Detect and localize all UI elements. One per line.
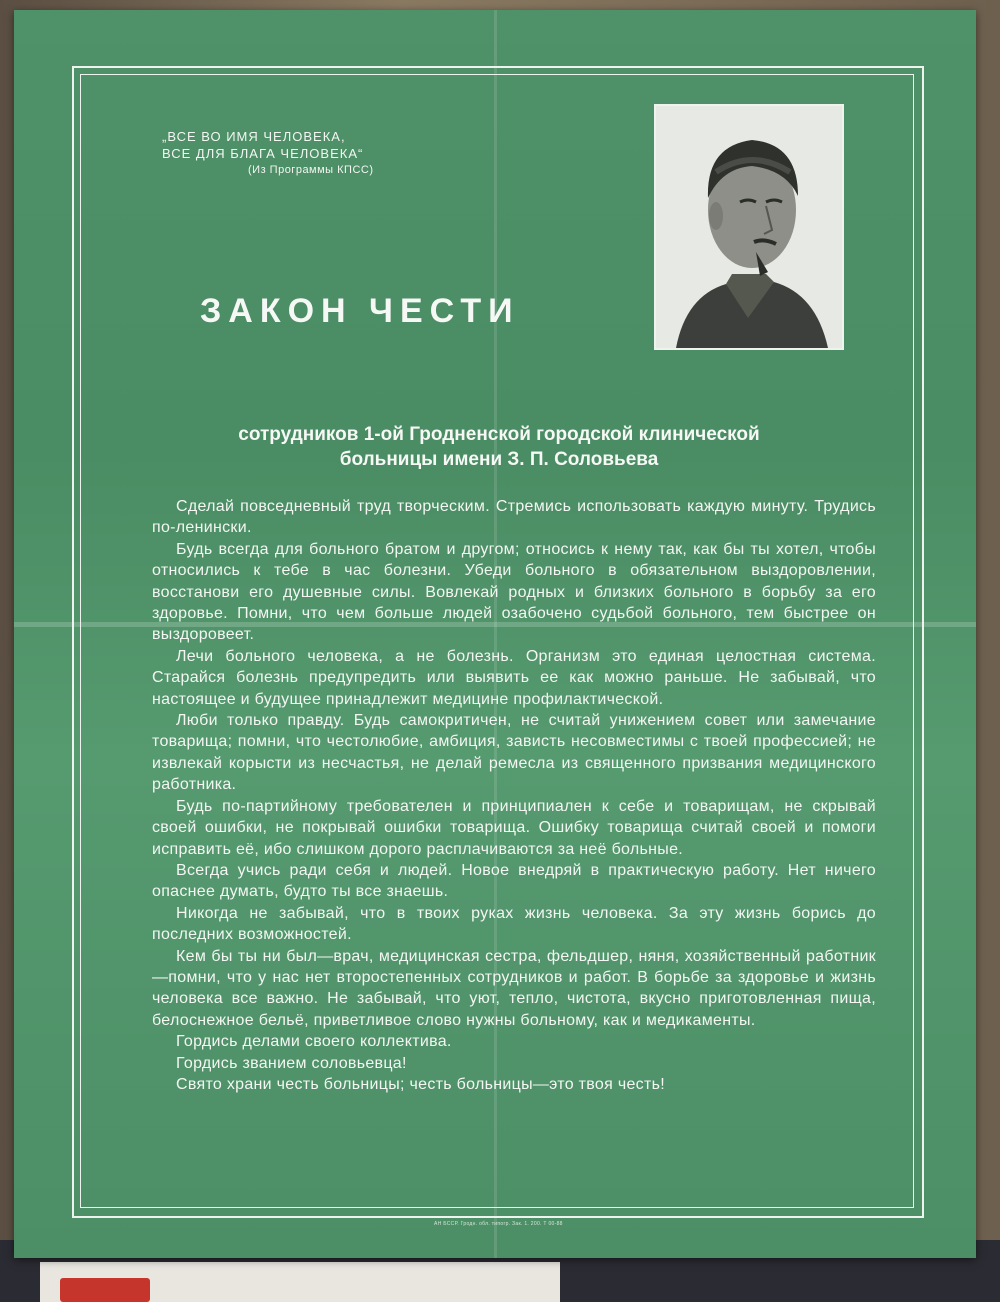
paragraph: Будь по-партийному требователен и принципиален к себе и товарищам, не скрывай своей ошибки, не покрывай ошибки товарища. Ошибку товарища считай своей и помоги исправить её, ибо слишком дорого расплачиваются за неё больные. <box>152 797 876 858</box>
printer-imprint: АН БССР. Гродн. обл. типогр. Зак. 1. 200. Т 00-88 <box>434 1221 563 1227</box>
paragraph: Будь всегда для больного братом и другом; относись к нему так, как бы ты хотел, чтобы относились к тебе в час болезни. Убеди больного в обязательном выздоровлении, восстанови его душевные силы. Вовлекай родных и близких больного в борьбу за его здоровье. Помни, что чем больше людей озабочено судьбой больного, тем быстрее он выздоровеет. <box>152 540 876 644</box>
paragraph: Кем бы ты ни был—врач, медицинская сестра, фельдшер, няня, хозяйственный работник—помни, что у нас нет второстепенных сотрудников и работ. В борьбе за здоровье и жизнь человека все важно. Не забывай, что уют, тепло, чистота, вкусно приготовленная пища, белоснежное бельё, приветливое слово нужны больному, как и медикаменты. <box>152 947 876 1029</box>
paragraph: Лечи больного человека, а не болезнь. Организм это единая целостная система. Старайся болезнь предупредить или выявить ее как можно раньше. Не забывай, что настоящее и будущее принадлежит медицине профилактической. <box>152 647 876 708</box>
portrait-image <box>654 104 844 350</box>
motto <box>162 128 422 179</box>
paragraph: Никогда не забывай, что в твоих руках жизнь человека. За эту жизнь борись до последних возможностей. <box>152 904 876 944</box>
poster-title: ЗАКОН ЧЕСТИ <box>200 292 520 330</box>
motto-line-1: „ВСЕ ВО ИМЯ ЧЕЛОВЕКА, <box>162 129 346 144</box>
background-red-object <box>60 1278 150 1302</box>
motto-source: (Из Программы КПСС) <box>248 164 374 176</box>
paragraph: Всегда учись ради себя и людей. Новое внедряй в практическую работу. Нет ничего опаснее думать, будто ты все знаешь. <box>152 861 876 901</box>
portrait-drawing <box>656 106 842 348</box>
code-of-honor-text <box>152 496 876 1095</box>
paragraph: Гордись делами своего коллектива. <box>176 1033 452 1051</box>
paragraph: Свято храни честь больницы; честь больницы—это твоя честь! <box>176 1075 665 1093</box>
subtitle-line-1: сотрудников 1-ой Гродненской городской клинической <box>238 424 760 445</box>
paragraph: Гордись званием соловьевца! <box>176 1054 407 1072</box>
paragraph: Люби только правду. Будь самокритичен, не считай унижением совет или замечание товарища; помни, что честолюбие, амбиция, зависть несовместимы с твоей профессией; не извлекай корысти из несчастья, не делай ремесла из священного призвания медицинского работника. <box>152 712 876 794</box>
subtitle-line-2: больницы имени З. П. Соловьева <box>339 449 659 470</box>
paragraph: Сделай повседневный труд творческим. Стремись использовать каждую минуту. Трудись по-ленински. <box>152 498 876 537</box>
poster-subtitle <box>134 422 864 472</box>
poster <box>14 10 976 1258</box>
motto-line-2: ВСЕ ДЛЯ БЛАГА ЧЕЛОВЕКА“ <box>162 146 364 161</box>
